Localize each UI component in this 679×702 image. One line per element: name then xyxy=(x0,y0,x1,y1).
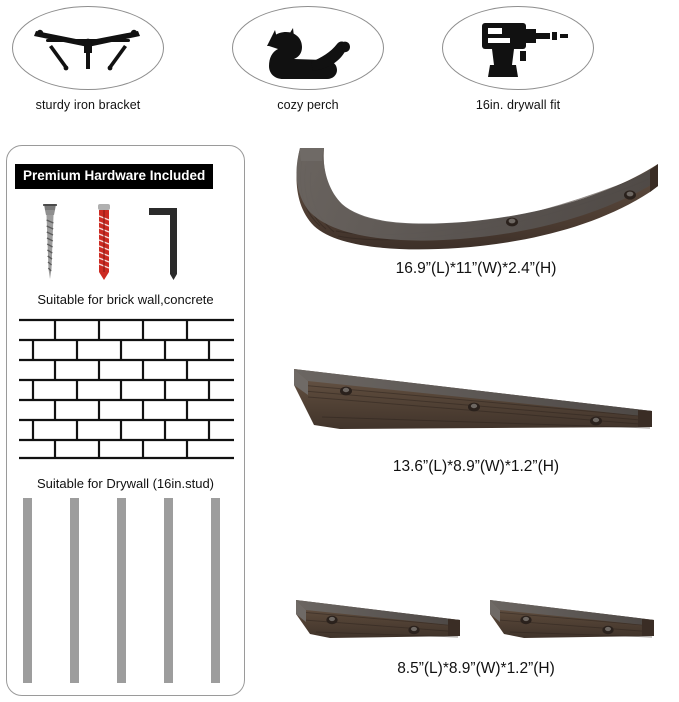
drywall-stud-pattern xyxy=(21,498,233,683)
drywall-caption: Suitable for Drywall (16in.stud) xyxy=(36,476,215,491)
screw-icon xyxy=(37,202,63,286)
screw-hole xyxy=(590,417,602,426)
brick-wall-caption: Suitable for brick wall,concrete xyxy=(37,292,214,307)
product-medium-shelf xyxy=(278,355,674,495)
screw-hole xyxy=(468,403,480,412)
stud xyxy=(211,498,220,683)
screw-hole xyxy=(602,626,613,634)
small-shelf-right xyxy=(490,600,654,638)
brick-wall-pattern xyxy=(19,318,234,460)
stud xyxy=(70,498,79,683)
product-small-shelves xyxy=(278,590,674,690)
badge-oval xyxy=(232,6,384,90)
screw-hole xyxy=(340,387,352,396)
allen-wrench-icon xyxy=(143,204,183,284)
screw-hole xyxy=(520,616,531,624)
product-dimensions-label: 8.5”(L)*8.9”(W)*1.2”(H) xyxy=(397,660,555,677)
feature-badge-sturdy-iron-bracket xyxy=(8,6,168,112)
stud xyxy=(117,498,126,683)
feature-badge-cozy-perch xyxy=(228,6,388,112)
angled-cat-step-small-pair-image xyxy=(278,590,674,656)
badge-caption: sturdy iron bracket xyxy=(35,98,141,112)
product-dimensions-label: 16.9”(L)*11”(W)*2.4”(H) xyxy=(395,260,557,277)
wall-anchor-icon xyxy=(91,202,117,286)
product-dimensions-label: 13.6”(L)*8.9”(W)*1.2”(H) xyxy=(392,458,560,475)
screw-hole xyxy=(624,190,636,199)
bracket-icon xyxy=(28,19,148,77)
product-large-shelf xyxy=(278,140,674,285)
curved-cat-shelf-large-image xyxy=(278,140,674,260)
small-shelf-left xyxy=(296,600,460,638)
badge-oval xyxy=(442,6,594,90)
cat-icon xyxy=(253,16,363,80)
screw-hole xyxy=(326,616,337,624)
hardware-title: Premium Hardware Included xyxy=(23,168,206,183)
hardware-title-banner xyxy=(15,164,213,189)
hardware-panel xyxy=(6,145,245,696)
hardware-tools-row xyxy=(7,198,244,288)
drill-icon xyxy=(466,15,570,81)
feature-badge-drywall-fit xyxy=(438,6,598,112)
stud xyxy=(23,498,32,683)
screw-hole xyxy=(506,218,518,227)
screw-hole xyxy=(408,626,419,634)
badge-caption: cozy perch xyxy=(277,98,339,112)
stud xyxy=(164,498,173,683)
badge-oval xyxy=(12,6,164,90)
badge-caption: 16in. drywall fit xyxy=(475,98,561,112)
angled-cat-step-medium-image xyxy=(278,355,674,455)
